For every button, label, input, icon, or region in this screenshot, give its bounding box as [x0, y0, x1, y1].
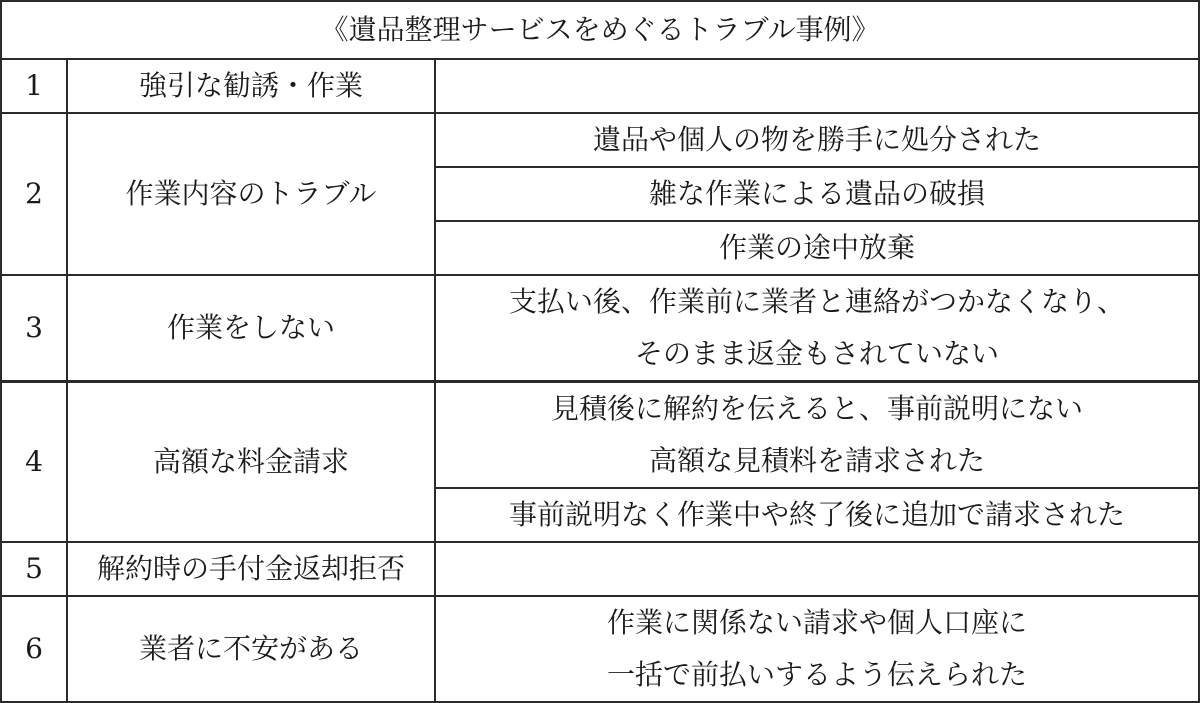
detail-line: 支払い後、作業前に業者と連絡がつかなくなり、	[509, 285, 1126, 318]
row-category: 作業をしない	[67, 275, 435, 382]
detail-line: 見積後に解約を伝えると、事前説明にない	[551, 392, 1084, 425]
row-detail	[435, 488, 1199, 542]
detail-line: 一括で前払いするよう伝えられた	[607, 658, 1028, 691]
row-category: 強引な勧誘・作業	[67, 59, 435, 113]
row-number: 5	[1, 542, 67, 596]
table-row	[1, 275, 1199, 382]
row-category: 解約時の手付金返却拒否	[67, 542, 435, 596]
row-detail-empty	[435, 59, 1199, 113]
row-detail	[435, 382, 1199, 489]
table-row	[1, 542, 1199, 596]
row-detail	[435, 113, 1199, 167]
row-category: 高額な料金請求	[67, 382, 435, 543]
detail-line: 雑な作業による遺品の破損	[649, 177, 986, 210]
detail-line: 高額な見積料を請求された	[649, 444, 986, 477]
row-number: 3	[1, 275, 67, 382]
row-number: 4	[1, 382, 67, 543]
row-number: 2	[1, 113, 67, 275]
detail-line: 遺品や個人の物を勝手に処分された	[593, 123, 1042, 156]
row-detail-empty	[435, 542, 1199, 596]
row-number: 1	[1, 59, 67, 113]
row-detail	[435, 596, 1199, 702]
row-detail	[435, 167, 1199, 221]
table-title: 《遺品整理サービスをめぐるトラブル事例》	[1, 1, 1199, 59]
row-detail	[435, 275, 1199, 382]
table-row	[1, 596, 1199, 702]
row-number: 6	[1, 596, 67, 702]
row-category: 作業内容のトラブル	[67, 113, 435, 275]
detail-line: そのまま返金もされていない	[635, 337, 1000, 370]
table-row	[1, 113, 1199, 167]
detail-line: 事前説明なく作業中や終了後に追加で請求された	[509, 498, 1126, 531]
row-detail	[435, 221, 1199, 275]
detail-line: 作業に関係ない請求や個人口座に	[607, 606, 1028, 639]
detail-line: 作業の途中放棄	[719, 231, 916, 264]
table-row	[1, 382, 1199, 489]
table-row	[1, 59, 1199, 113]
row-category: 業者に不安がある	[67, 596, 435, 702]
